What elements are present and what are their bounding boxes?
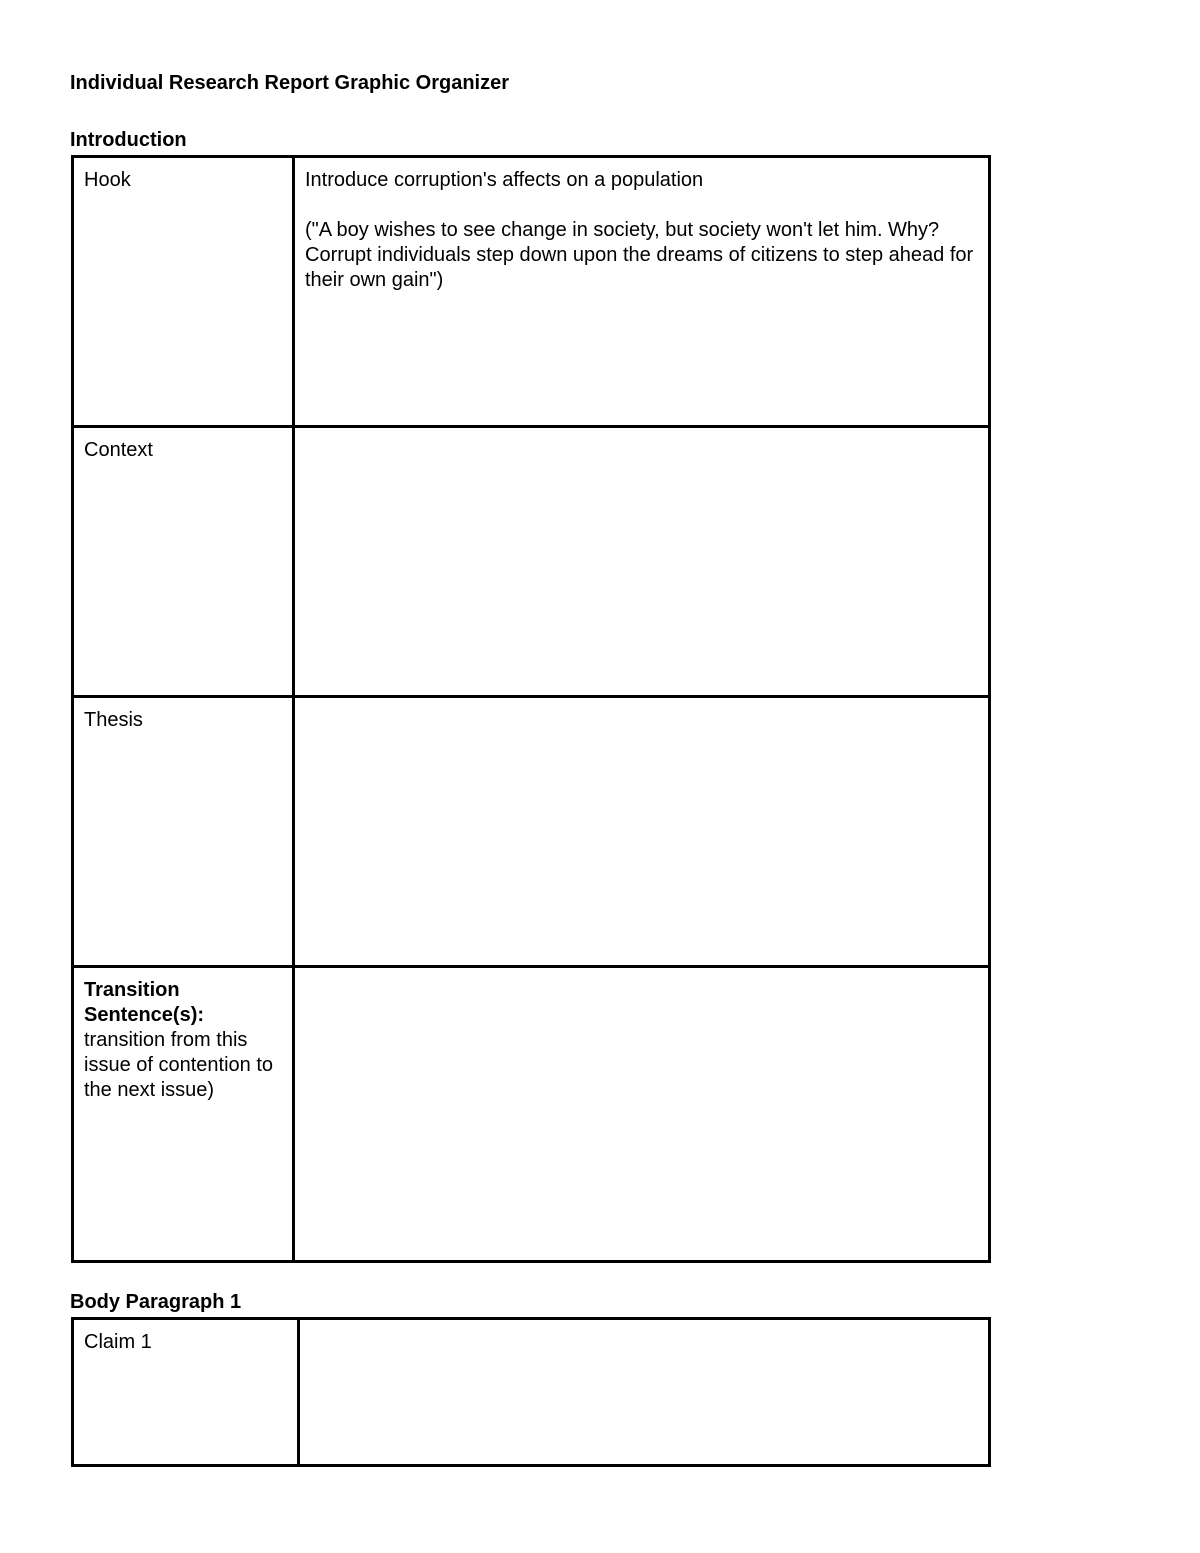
- introduction-table: [71, 155, 991, 1263]
- transition-label-cell: [73, 967, 294, 1262]
- transition-content-cell[interactable]: [294, 967, 990, 1262]
- body-paragraph-1-heading: Body Paragraph 1: [70, 1291, 242, 1313]
- thesis-label: Thesis: [84, 709, 143, 731]
- thesis-label-cell: [73, 697, 294, 967]
- context-label-cell: [73, 427, 294, 697]
- claim-1-row: [73, 1319, 990, 1466]
- context-content-cell[interactable]: [294, 427, 990, 697]
- transition-label-detail: transition from this issue of contention to the next issue): [84, 1029, 274, 1101]
- claim-1-label-cell: [73, 1319, 299, 1466]
- claim-1-content-cell[interactable]: [299, 1319, 990, 1466]
- context-label: Context: [84, 439, 153, 461]
- hook-content-line-1: Introduce corruption's affects on a population: [305, 169, 704, 191]
- introduction-heading: Introduction: [70, 129, 187, 151]
- transition-label-bold: Transition Sentence(s):: [84, 979, 205, 1026]
- hook-content-cell[interactable]: [294, 157, 990, 427]
- context-row: [73, 427, 990, 697]
- hook-row: [73, 157, 990, 427]
- hook-label: Hook: [84, 169, 131, 191]
- claim-1-label: Claim 1: [84, 1331, 152, 1353]
- thesis-row: [73, 697, 990, 967]
- hook-content-line-2: ("A boy wishes to see change in society, but society won't let him. Why? Corrupt individuals step down upon the dreams of citizens to step ahead for their own gain"): [305, 219, 974, 291]
- document-title: Individual Research Report Graphic Organizer: [70, 72, 510, 94]
- transition-row: [73, 967, 990, 1262]
- thesis-content-cell[interactable]: [294, 697, 990, 967]
- hook-label-cell: [73, 157, 294, 427]
- body-paragraph-1-table: [71, 1317, 991, 1467]
